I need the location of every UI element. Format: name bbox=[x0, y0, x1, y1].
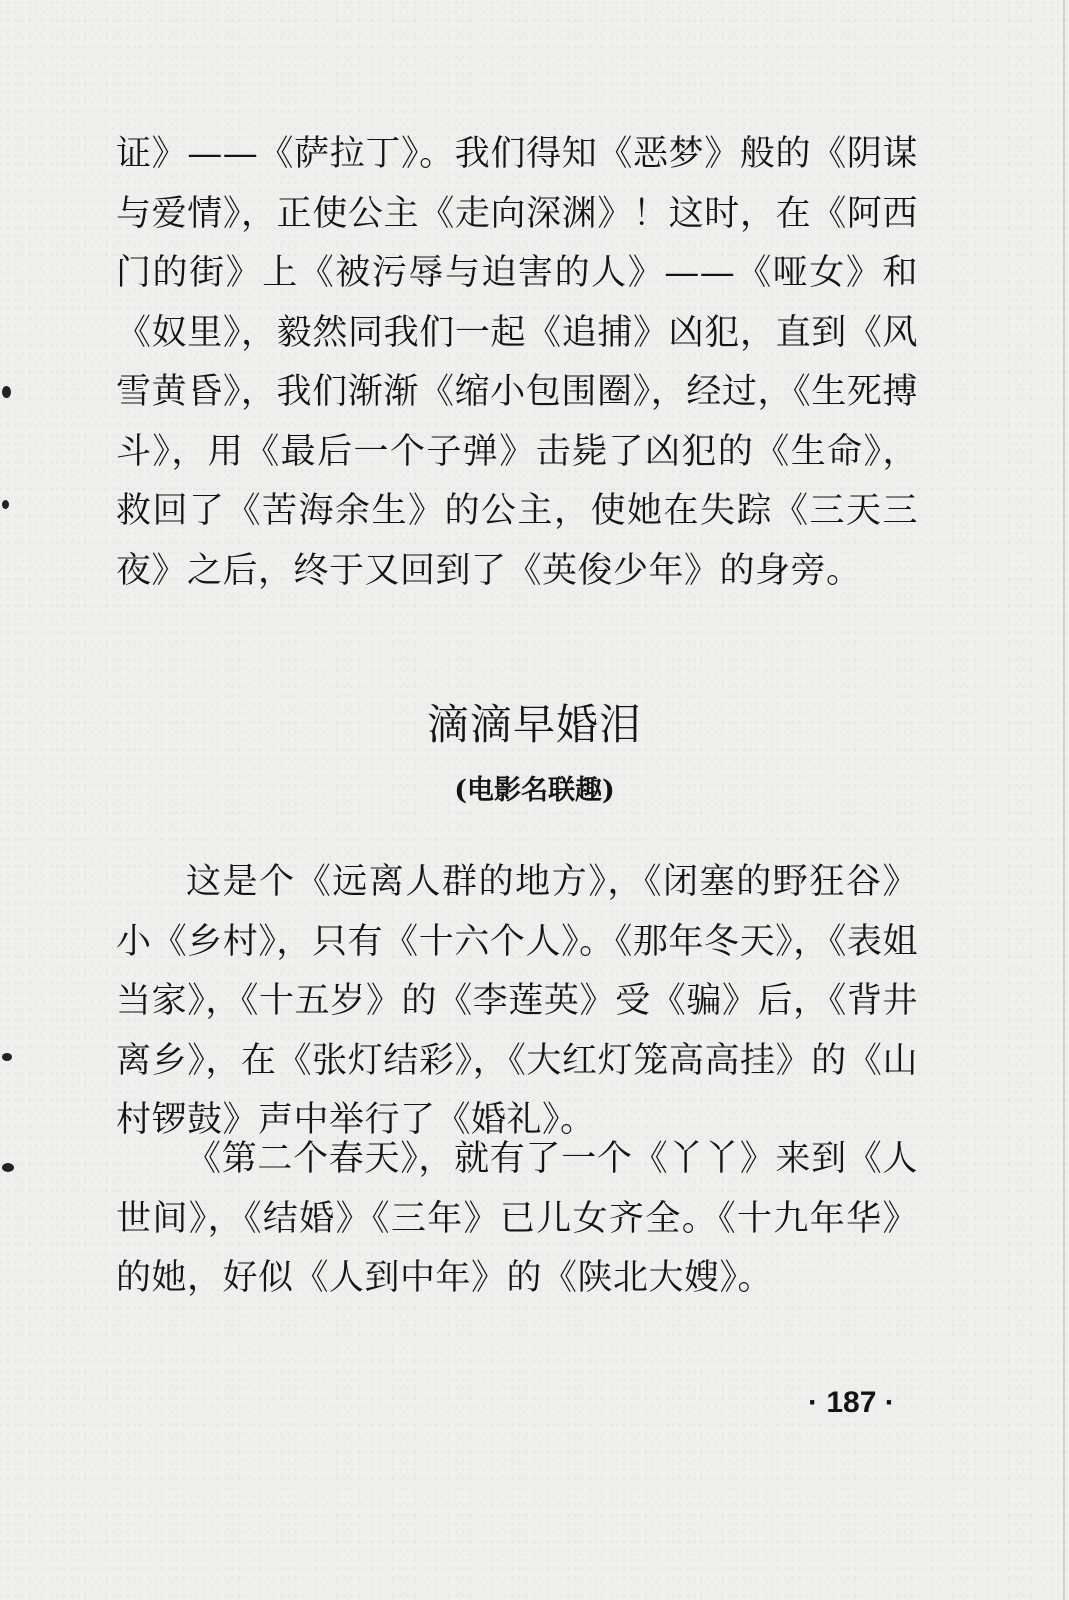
text-line: 当家》，《十五岁》的《李莲英》受《骗》后，《背井 bbox=[116, 981, 918, 1021]
paragraph-2 bbox=[116, 1130, 918, 1309]
text-line: 门的街》上《被污辱与迫害的人》——《哑女》和 bbox=[116, 253, 918, 293]
section-subtitle: (电影名联趣) bbox=[454, 775, 615, 806]
text-line: 离乡》，在《张灯结彩》，《大红灯笼高高挂》的《山 bbox=[116, 1040, 918, 1081]
text-line: 《第二个春天》，就有了一个《丫丫》来到《人 bbox=[186, 1139, 918, 1179]
text-line: 村锣鼓》声中举行了《婚礼》。 bbox=[116, 1100, 596, 1140]
text-line: 证》——《萨拉丁》。我们得知《恶梦》般的《阴谋 bbox=[116, 134, 918, 174]
text-line: 世间》，《结婚》《三年》已儿女齐全。《十九年华》 bbox=[116, 1198, 918, 1239]
text-line: 斗》，用《最后一个子弹》击毙了凶犯的《生命》， bbox=[116, 431, 918, 472]
ink-speck bbox=[2, 1163, 14, 1172]
text-line: 救回了《苦海余生》的公主，使她在失踪《三天三 bbox=[116, 491, 918, 531]
text-line: 《奴里》，毅然同我们一起《追捕》凶犯，直到《风 bbox=[116, 312, 918, 353]
section-title: 滴滴早婚泪 bbox=[426, 700, 642, 749]
text-line: 夜》之后，终于又回到了《英俊少年》的身旁。 bbox=[116, 550, 862, 591]
paragraph-1 bbox=[116, 853, 918, 1151]
text-line: 这是个《远离人群的地方》，《闭塞的野狂谷》 bbox=[186, 862, 918, 902]
text-line: 的她，好似《人到中年》的《陕北大嫂》。 bbox=[116, 1258, 774, 1298]
page-number: · 187 · bbox=[808, 1386, 895, 1419]
paragraph-continuation bbox=[116, 125, 918, 601]
text-line: 雪黄昏》，我们渐渐《缩小包围圈》，经过，《生死搏 bbox=[116, 372, 918, 412]
ink-speck bbox=[2, 1053, 12, 1061]
text-line: 与爱情》，正使公主《走向深渊》！这时，在《阿西 bbox=[116, 193, 918, 234]
ink-speck bbox=[2, 500, 9, 509]
text-line: 小《乡村》，只有《十六个人》。《那年冬天》，《表姐 bbox=[116, 921, 918, 962]
ink-speck bbox=[2, 386, 11, 398]
